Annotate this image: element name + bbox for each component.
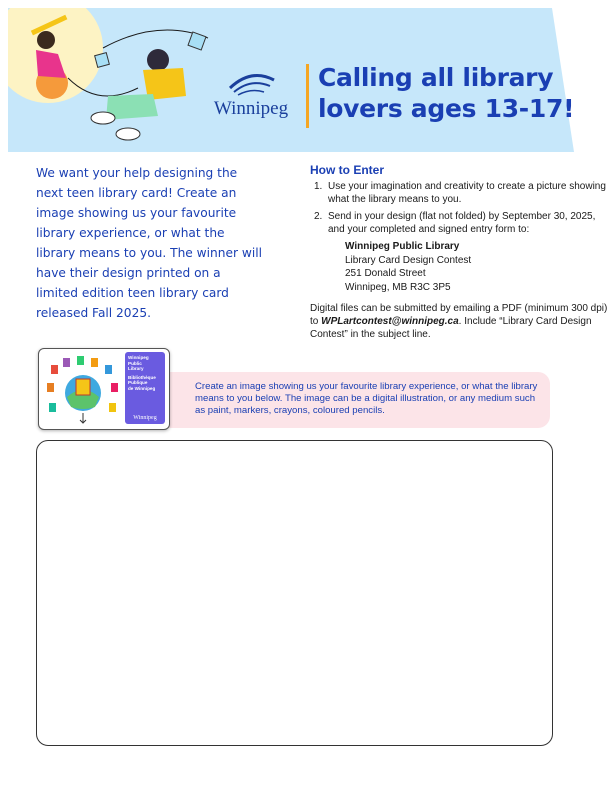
address-name: Winnipeg Public Library: [345, 241, 460, 252]
logo-wordmark: Winnipeg: [213, 98, 289, 119]
headline-line: lovers ages 13-17!: [318, 94, 575, 123]
girl-head-icon: [37, 31, 55, 49]
digital-text-pre: Digital files can be submitted by emailing a PDF (minimum 300 dpi) to: [310, 303, 608, 327]
card-wordmark: Winnipeg: [133, 415, 157, 421]
step-number: 1.: [314, 181, 323, 192]
winnipeg-logo: [208, 64, 294, 124]
winnipeg-logo-icon: [208, 64, 294, 100]
digital-submission-text: [310, 302, 610, 341]
headline-line: Calling all library: [318, 63, 554, 92]
address-line: 251 Donald Street: [345, 268, 426, 279]
how-to-enter-section: [310, 163, 610, 341]
card-text-panel: [125, 352, 165, 424]
header-banner: [8, 8, 604, 152]
step-number: 2.: [314, 211, 323, 222]
digital-text-post: . Include “Library Card Design Contest” in the subject line.: [310, 316, 592, 340]
section-heading: How to Enter: [310, 163, 384, 177]
accent-divider: [306, 64, 309, 128]
step-text: Use your imagination and creativity to create a picture showing what the library means to you.: [328, 181, 606, 205]
card-text: Winnipeg: [128, 355, 149, 360]
address-line: Library Card Design Contest: [345, 254, 472, 266]
instruction-text: Create an image showing us your favourite library experience, or what the library means to you below. The image can be a digital illustration, or any medium such as paint, markers, crayons, coloured pencils.: [195, 381, 538, 416]
floating-card-icon: [95, 53, 110, 68]
card-text: Publique: [128, 380, 148, 386]
email-link[interactable]: WPLartcontest@winnipeg.ca: [321, 316, 459, 327]
card-text: Bibliothèque: [128, 374, 156, 380]
boy-head-icon: [147, 49, 169, 71]
mailing-address: [310, 240, 610, 294]
step-item: [310, 180, 610, 206]
card-text: Public: [128, 360, 142, 366]
step-text: Send in your design (flat not folded) by September 30, 2025, and your completed and signed entry form to:: [328, 211, 596, 235]
intro-text: We want your help designing the next teen library card! Create an image showing us your favourite library experience, or what the library means to you. The winner will have their design printed on a limited edition teen library card released Fall 2025.: [36, 166, 262, 320]
floating-card-icon: [188, 32, 206, 50]
address-line: Winnipeg, MB R3C 3P5: [345, 281, 451, 293]
library-card-art-icon: [43, 353, 123, 425]
page-title: [318, 62, 574, 124]
card-text: de Winnipeg: [128, 385, 156, 391]
shoe-icon: [116, 128, 140, 140]
shoe-icon: [91, 112, 115, 124]
step-item: [310, 210, 610, 236]
card-text: Library: [128, 366, 144, 372]
sample-library-card: [38, 348, 170, 430]
drawing-area[interactable]: [36, 440, 553, 746]
